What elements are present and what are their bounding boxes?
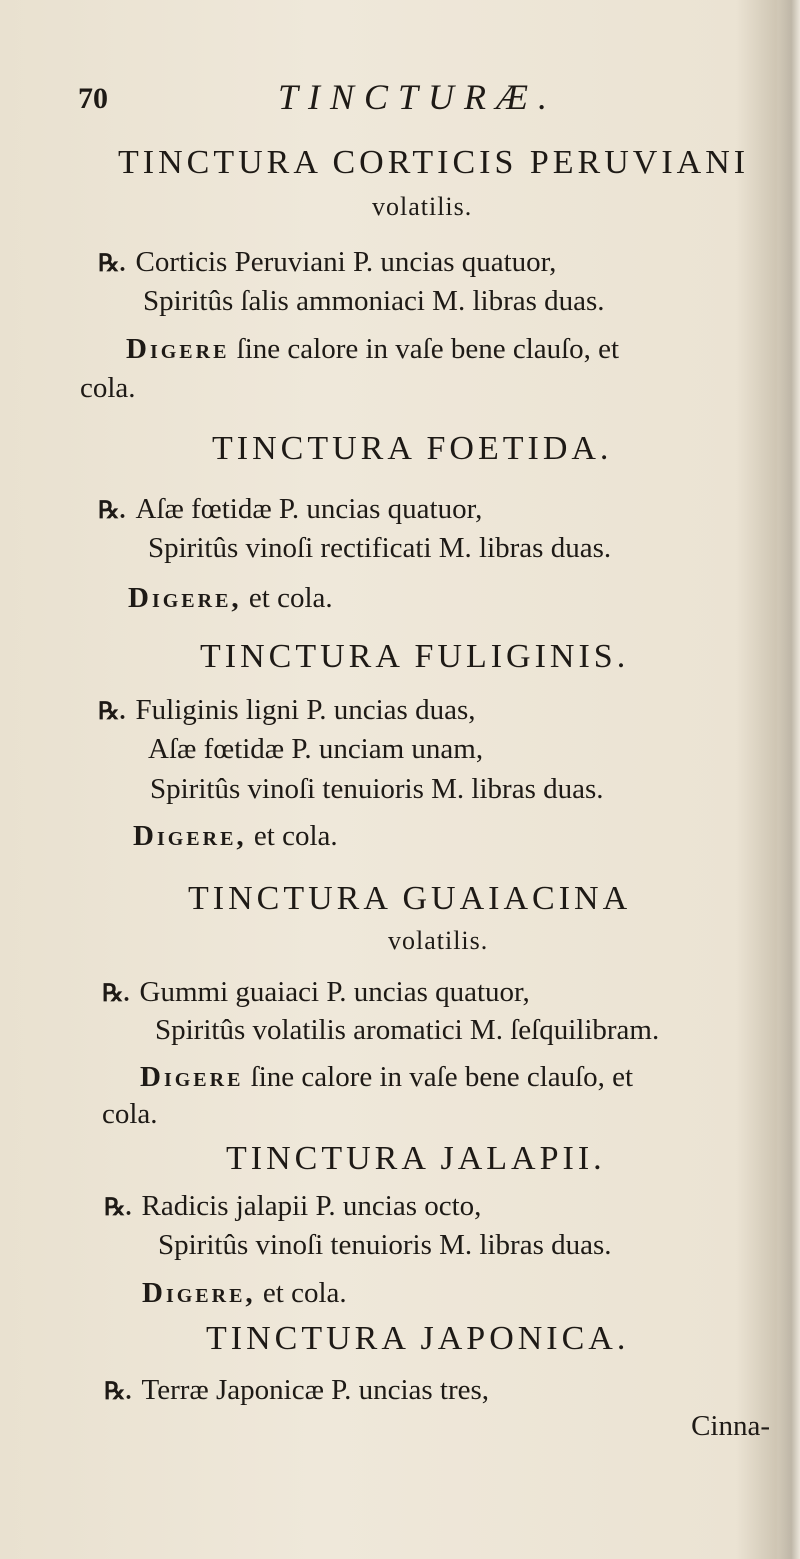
section-title: TINCTURA FOETIDA. — [212, 430, 613, 467]
instruction-lead: Digere — [140, 1061, 244, 1093]
instruction-text: ſine calore in vaſe bene clauſo, et — [250, 1061, 634, 1093]
recipe-line: Spiritûs ſalis ammoniaci M. libras duas. — [143, 285, 605, 317]
page-number: 70 — [78, 82, 108, 115]
section-title: TINCTURA JAPONICA. — [206, 1320, 630, 1357]
recipe-symbol: ℞. — [98, 498, 126, 524]
instruction-line — [133, 820, 338, 853]
instruction-text: et cola. — [253, 820, 338, 852]
recipe-line: Aſæ fœtidæ P. unciam unam, — [148, 733, 484, 765]
recipe-line: Spiritûs vinoſi tenuioris M. libras duas. — [158, 1229, 612, 1261]
recipe-line — [98, 246, 556, 279]
section-title: TINCTURA JALAPII. — [226, 1140, 606, 1177]
running-head: TINCTURÆ. — [278, 77, 558, 117]
instruction-continuation: cola. — [80, 372, 136, 404]
recipe-line-text: Gummi guaiaci P. uncias quatuor, — [139, 976, 530, 1008]
recipe-symbol: ℞. — [104, 1195, 132, 1221]
recipe-line — [98, 493, 482, 526]
section-title: TINCTURA CORTICIS PERUVIANI — [118, 144, 750, 181]
recipe-line — [98, 694, 476, 727]
catchword: Cinna- — [691, 1410, 770, 1442]
recipe-symbol: ℞. — [104, 1379, 132, 1405]
instruction-line — [128, 582, 333, 615]
instruction-lead: Digere, — [133, 820, 247, 852]
instruction-text: et cola. — [262, 1277, 347, 1309]
recipe-line — [104, 1190, 481, 1223]
recipe-line-text: Terræ Japonicæ P. uncias tres, — [141, 1374, 490, 1406]
instruction-continuation: cola. — [102, 1098, 158, 1130]
recipe-line — [102, 976, 530, 1009]
recipe-line: Spiritûs vinoſi rectificati M. libras duas. — [148, 532, 612, 564]
instruction-line — [126, 333, 619, 366]
recipe-symbol: ℞. — [98, 699, 126, 725]
recipe-line: Spiritûs vinoſi tenuioris M. libras duas. — [150, 773, 604, 805]
recipe-symbol: ℞. — [102, 981, 130, 1007]
section-subtitle: volatilis. — [388, 926, 489, 955]
instruction-lead: Digere, — [128, 582, 242, 614]
instruction-line — [140, 1061, 633, 1094]
instruction-text: ſine calore in vaſe bene clauſo, et — [236, 333, 620, 365]
section-subtitle: volatilis. — [372, 192, 473, 221]
instruction-lead: Digere, — [142, 1277, 256, 1309]
recipe-line-text: Radicis jalapii P. uncias octo, — [141, 1190, 482, 1222]
recipe-line-text: Corticis Peruviani P. uncias quatuor, — [135, 246, 557, 278]
recipe-line-text: Aſæ fœtidæ P. uncias quatuor, — [135, 493, 483, 525]
page-edge-shadow — [778, 0, 800, 1559]
instruction-line — [142, 1277, 347, 1310]
instruction-lead: Digere — [126, 333, 230, 365]
section-title: TINCTURA GUAIACINA — [188, 880, 632, 917]
recipe-symbol: ℞. — [98, 251, 126, 277]
section-title: TINCTURA FULIGINIS. — [200, 638, 630, 675]
instruction-text: et cola. — [248, 582, 333, 614]
page-header — [78, 70, 768, 120]
recipe-line — [104, 1374, 489, 1407]
recipe-line-text: Fuliginis ligni P. uncias duas, — [135, 694, 476, 726]
recipe-line: Spiritûs volatilis aromatici M. ſeſquilibram. — [155, 1014, 660, 1046]
